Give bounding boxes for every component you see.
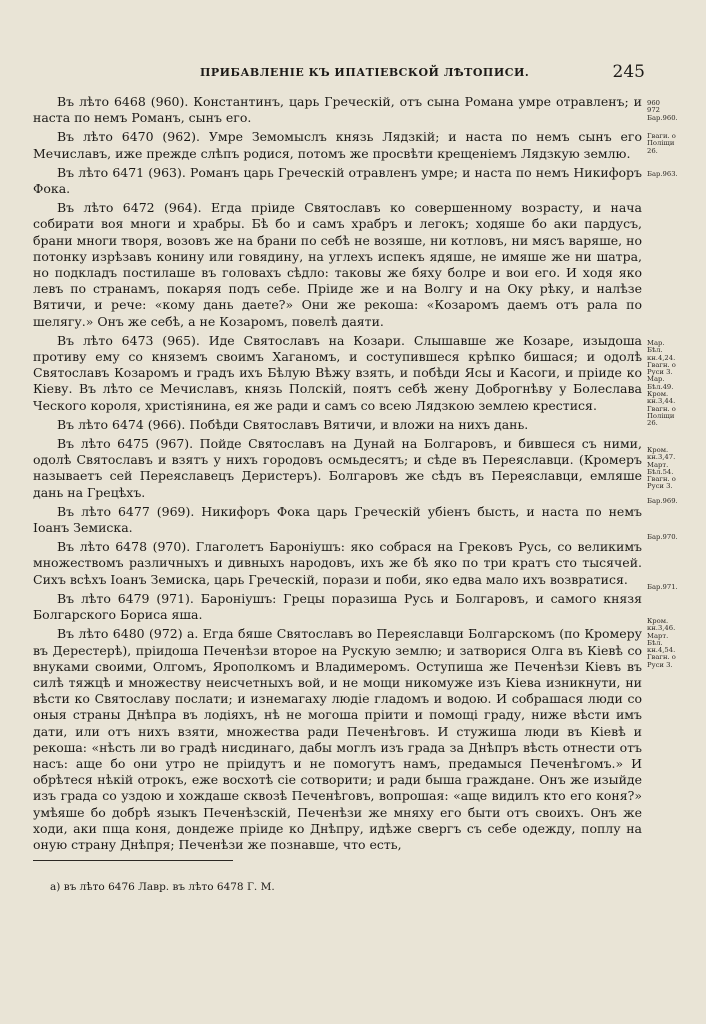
footnote-rule	[33, 860, 233, 861]
footnote: а) въ лѣто 6476 Лавр. въ лѣто 6478 Г. М.	[50, 881, 275, 893]
paragraph-969: Въ лѣто 6477 (969). Никифоръ Фока царь Греческій убіенъ бысть, и наста по немъ Іоанъ Земиска.	[33, 503, 642, 536]
margin-note-965: Мар. Бѣл. кн.4,24. Гвагн. о Руси 3. Мар. Бѣл.49. Кром. кн.3,44. Гвагн. о Поліщи 26.	[647, 339, 676, 428]
margin-note-969: Бар.969.	[647, 497, 678, 505]
paragraph-967: Въ лѣто 6475 (967). Пойде Святославъ на Дунай на Болгаровъ, и бившеся съ ними, одолѣ Святославъ и взятъ у нихъ городовъ осмьдесятъ; и сѣде въ Переяславци. (Кромеръ называетъ сей Переяславецъ Деристеръ). Болгаровъ же сѣдъ въ Переяславци, емляше дань на Грецѣхъ.	[33, 436, 642, 500]
chronicle-text	[33, 94, 642, 856]
margin-note-971: Бар.971.	[647, 583, 678, 591]
margin-note-960: 960 972 Бар.960.	[647, 99, 678, 122]
paragraph-966: Въ лѣто 6474 (966). Побѣди Святославъ Вятичи, и вложи на нихъ дань.	[57, 416, 529, 432]
paragraph-972: Въ лѣто 6480 (972) а. Егда бяше Святославъ во Переяславци Болгарскомъ (по Кромеру въ Дерестерѣ), пріидоша Печенѣзи второе на Рускую землю; и затворися Олга въ Кіевѣ со внуками своими, Олгомъ, Ярополкомъ и Владимеромъ. Оступиша же Печенѣзи Кіевъ въ силѣ тяжцѣ и множеству неисчетныхъ вой, и не мощи никомуже изъ Кіева изникнути, ни вѣсти ко Святославу послати; и изнемагаху людіе гладомъ и водою. И собрашася люди со оныя страны Днѣпра въ лодіяхъ, нѣ не могоша пріити и помощі граду, ниже вѣсти имъ дати, или отъ нихъ взяти, множества ради Печенѣговъ. И стужиша люди въ Кіевѣ и рекоша: «нѣсть ли во градѣ нисдинаго, дабы моглъ изъ града за Днѣпръ вѣсть отнести отъ насъ: аще бо они утро не пріидутъ и не помогутъ намъ, предамыся Печенѣгомъ.» И обрѣтеся нѣкій отрокъ, еже восхотѣ сіе сотворити; и ради быша граждане. Онъ же изыйде изъ града со уздою и хождаше сквозѣ Печенѣговъ, вопрошая: «аще видилъ кто его коня?» умѣяше бо добрѣ языкъ Печенѣзскій, Печенѣзи же мняху его быти отъ своихъ. Онъ же ходи, аки пща коня, дондеже пріиде ко Днѣпру, идѣже свергъ съ себе одежду, поплу на оную страну Днѣпря; Печенѣзи же познавше, что есть,	[33, 626, 642, 852]
margin-note-967: Кром. кн.3,47. Март. Бѣл.54. Гвагн. о Руси 3.	[647, 446, 676, 491]
paragraph-962: Въ лѣто 6470 (962). Умре Земомыслъ князь Лядзкій; и наста по немъ сынъ его Мечиславъ, иже прежде слѣпъ родися, потомъ же просвѣти крещеніемъ Лядзкую землю.	[33, 129, 642, 161]
margin-note-970: Бар.970.	[647, 533, 678, 541]
margin-note-962: Гваги. о Поліщи 26.	[647, 132, 676, 155]
paragraph-971: Въ лѣто 6479 (971). Бароніушъ: Грецы поразиша Русь и Болгаровъ, и самого князя Болгарского Бориса яша.	[33, 590, 642, 623]
margin-note-963: Бар.963.	[647, 170, 678, 178]
page-header	[60, 62, 645, 86]
paragraph-970: Въ лѣто 6478 (970). Глаголетъ Бароніушъ: яко собрася на Грековъ Русь, со великимъ множествомъ различныхъ и дивныхъ народовъ, ихъ же бѣ яко по три кратъ сто тысячей. Сихъ всѣхъ Іоанъ Земиска, царь Греческій, порази и поби, яко едва мало ихъ возвратися.	[33, 539, 642, 587]
paragraph-960: Въ лѣто 6468 (960). Константинъ, царь Греческій, отъ сына Романа умре отравленъ; и наста по немъ Романъ, сынъ его.	[33, 94, 642, 126]
paragraph-965: Въ лѣто 6473 (965). Иде Святославъ на Козари. Слышавше же Козаре, изыдоша противу ему со княземъ своимъ Хаганомъ, и соступившеся крѣпко бишася; и одолѣ Святославъ Козаромъ и градъ ихъ Бѣлую Вѣжу взять, и побѣди Ясы и Касоги, и пріиде ко Кіеву. Въ лѣто се Мечиславъ, князь Полскій, поятъ себѣ жену Доброгнѣву у Болеслава Ческого короля, христіянина, ея же ради и самъ со всею Лядзкою землею крестися.	[33, 332, 642, 413]
paragraph-963: Въ лѣто 6471 (963). Романъ царь Греческій отравленъ умре; и наста по немъ Никифоръ Фока.	[33, 164, 642, 197]
margin-note-972: Кром. кн.3,46. Март. Бѣл. кн.4,54. Гвагн. о Руси 3.	[647, 617, 676, 669]
paragraph-964: Въ лѣто 6472 (964). Егда пріиде Святославъ ко совершенному возрасту, и нача собирати воя многи и храбры. Бѣ бо и самъ храбръ и легокъ; ходяше бо аки пардусъ, брани многи творя, возовъ же на брани по себѣ не возяше, ни котловъ, ни мясъ варяше, но потонку изрѣзавъ конину или говядину, на углехъ испекъ ядяше, не имяше же ни шатра, но подкладъ постилаше въ головахъ сѣдло: таковы же бяху болре и вои его. И ходя яко левъ по странамъ, покаряя подъ себе. Пріиде же и на Волгу и на Оку рѣку, и налѣзе Вятичи, и рече: «кому дань даете?» Они же рекоша: «Козаромъ даемъ отъ рала по шелягу.» Онъ же себѣ, а не Козаромъ, повелѣ даяти.	[33, 200, 642, 329]
running-title: ПРИБАВЛЕНІЕ КЪ ИПАТІЕВСКОЙ ЛѢТОПИСИ.	[200, 66, 530, 79]
page-number: 245	[612, 62, 645, 82]
